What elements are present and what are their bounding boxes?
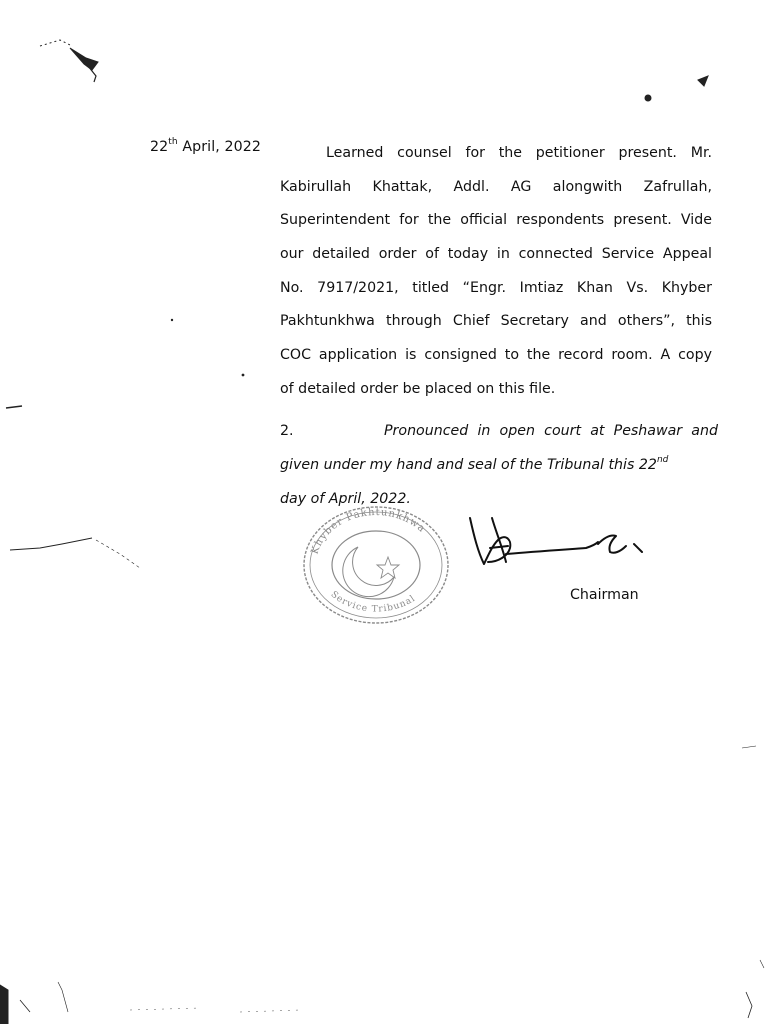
chairman-signature [468,510,668,580]
order-line-4: our detailed order of today in connected Service Appeal [280,246,712,263]
date-day: 22 [150,139,169,155]
pronouncement-text-1: Pronounced in open court at Peshawar and [384,423,718,439]
date-month-year: April, 2022 [177,139,261,155]
order-line-8: of detailed order be placed on this file. [280,380,556,397]
pronouncement-text-2: given under my hand and seal of the Tribunal this 22nd [280,455,669,473]
order-date [150,139,261,155]
tribunal-seal [298,503,454,627]
order-line-1: Learned counsel for the petitioner present. Mr. [326,145,712,161]
paragraph-number: 2. [280,423,294,439]
order-paragraph [280,137,712,407]
seal-bottom-text: Service Tribunal [328,589,418,615]
date-day-suffix: th [168,137,178,148]
pronouncement-paragraph [280,414,718,516]
signatory-title: Chairman [570,587,639,603]
pronouncement-text-3: day of April, 2022. [280,491,411,507]
seal-top-text: Khyber Pakhtunkhwa [309,506,428,556]
order-line-3: Superintendent for the official respondents present. Vide [280,212,712,229]
pronouncement-line-2 [280,448,718,482]
order-line-5: No. 7917/2021, titled “Engr. Imtiaz Khan Vs. Khyber [280,279,712,296]
pronouncement-line-1 [280,414,718,448]
order-line-7: COC application is consigned to the record room. A copy [280,347,712,364]
order-line-6: Pakhtunkhwa through Chief Secretary and others”, this [280,313,712,330]
order-line-2: Kabirullah Khattak, Addl. AG alongwith Zafrullah, [280,178,712,195]
